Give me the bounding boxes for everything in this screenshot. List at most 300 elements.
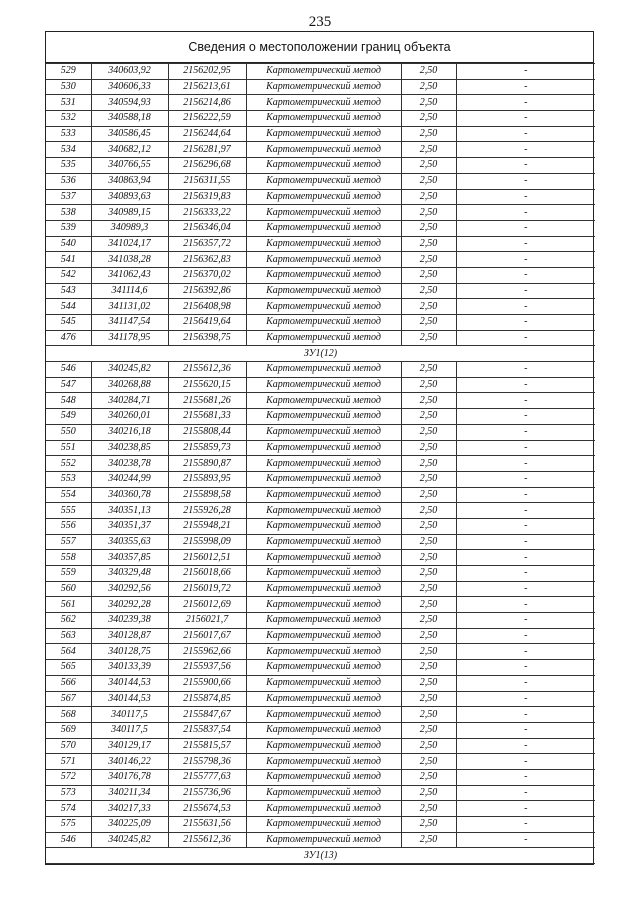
- method-cell: Картометрический метод: [246, 581, 401, 597]
- method-cell: Картометрический метод: [246, 518, 401, 534]
- table-row: [46, 707, 595, 723]
- table-row: [46, 471, 595, 487]
- method-cell: Картометрический метод: [246, 362, 401, 378]
- method-cell: Картометрический метод: [246, 550, 401, 566]
- y-coordinate-cell: 2156012,69: [168, 597, 246, 613]
- x-coordinate-cell: 340146,22: [91, 754, 168, 770]
- y-coordinate-cell: 2155998,09: [168, 534, 246, 550]
- y-coordinate-cell: 2155631,56: [168, 817, 246, 833]
- accuracy-cell: 2,50: [401, 393, 456, 409]
- y-coordinate-cell: 2156222,59: [168, 111, 246, 127]
- description-cell: -: [456, 362, 595, 378]
- x-coordinate-cell: 340586,45: [91, 126, 168, 142]
- description-cell: -: [456, 707, 595, 723]
- x-coordinate-cell: 340682,12: [91, 142, 168, 158]
- description-cell: -: [456, 205, 595, 221]
- description-cell: -: [456, 456, 595, 472]
- table-row: [46, 299, 595, 315]
- description-cell: -: [456, 801, 595, 817]
- point-number-cell: 566: [46, 675, 91, 691]
- description-cell: -: [456, 518, 595, 534]
- description-cell: -: [456, 158, 595, 174]
- accuracy-cell: 2,50: [401, 362, 456, 378]
- y-coordinate-cell: 2155948,21: [168, 518, 246, 534]
- table-row: [46, 550, 595, 566]
- x-coordinate-cell: 340989,15: [91, 205, 168, 221]
- x-coordinate-cell: 341062,43: [91, 267, 168, 283]
- accuracy-cell: 2,50: [401, 707, 456, 723]
- y-coordinate-cell: 2155890,87: [168, 456, 246, 472]
- x-coordinate-cell: 340292,28: [91, 597, 168, 613]
- method-cell: Картометрический метод: [246, 158, 401, 174]
- x-coordinate-cell: 340606,33: [91, 79, 168, 95]
- description-cell: -: [456, 142, 595, 158]
- point-number-cell: 551: [46, 440, 91, 456]
- table-row: [46, 236, 595, 252]
- y-coordinate-cell: 2156319,83: [168, 189, 246, 205]
- description-cell: -: [456, 534, 595, 550]
- point-number-cell: 535: [46, 158, 91, 174]
- method-cell: Картометрический метод: [246, 738, 401, 754]
- point-number-cell: 568: [46, 707, 91, 723]
- description-cell: -: [456, 393, 595, 409]
- description-cell: -: [456, 95, 595, 111]
- method-cell: Картометрический метод: [246, 675, 401, 691]
- x-coordinate-cell: 340225,09: [91, 817, 168, 833]
- method-cell: Картометрический метод: [246, 628, 401, 644]
- point-number-cell: 544: [46, 299, 91, 315]
- description-cell: -: [456, 377, 595, 393]
- x-coordinate-cell: 340989,3: [91, 220, 168, 236]
- description-cell: -: [456, 675, 595, 691]
- section-label: ЗУ1(12): [46, 346, 595, 362]
- y-coordinate-cell: 2155898,58: [168, 487, 246, 503]
- method-cell: Картометрический метод: [246, 832, 401, 848]
- method-cell: Картометрический метод: [246, 503, 401, 519]
- table-row: [46, 769, 595, 785]
- x-coordinate-cell: 340117,5: [91, 722, 168, 738]
- x-coordinate-cell: 340355,63: [91, 534, 168, 550]
- description-cell: -: [456, 173, 595, 189]
- point-number-cell: 531: [46, 95, 91, 111]
- point-number-cell: 565: [46, 660, 91, 676]
- description-cell: -: [456, 220, 595, 236]
- description-cell: -: [456, 597, 595, 613]
- point-number-cell: 557: [46, 534, 91, 550]
- description-cell: -: [456, 111, 595, 127]
- description-cell: -: [456, 283, 595, 299]
- y-coordinate-cell: 2156021,7: [168, 613, 246, 629]
- method-cell: Картометрический метод: [246, 456, 401, 472]
- point-number-cell: 540: [46, 236, 91, 252]
- accuracy-cell: 2,50: [401, 189, 456, 205]
- table-row: [46, 691, 595, 707]
- point-number-cell: 561: [46, 597, 91, 613]
- table-row: [46, 628, 595, 644]
- table-row: [46, 205, 595, 221]
- x-coordinate-cell: 340357,85: [91, 550, 168, 566]
- accuracy-cell: 2,50: [401, 487, 456, 503]
- x-coordinate-cell: 340176,78: [91, 769, 168, 785]
- accuracy-cell: 2,50: [401, 613, 456, 629]
- description-cell: -: [456, 126, 595, 142]
- point-number-cell: 536: [46, 173, 91, 189]
- x-coordinate-cell: 340588,18: [91, 111, 168, 127]
- accuracy-cell: 2,50: [401, 252, 456, 268]
- y-coordinate-cell: 2156311,55: [168, 173, 246, 189]
- description-cell: -: [456, 754, 595, 770]
- description-cell: -: [456, 189, 595, 205]
- accuracy-cell: 2,50: [401, 299, 456, 315]
- method-cell: Картометрический метод: [246, 817, 401, 833]
- x-coordinate-cell: 340129,17: [91, 738, 168, 754]
- point-number-cell: 545: [46, 315, 91, 331]
- point-number-cell: 575: [46, 817, 91, 833]
- table-row: [46, 111, 595, 127]
- description-cell: -: [456, 769, 595, 785]
- table-row: [46, 518, 595, 534]
- y-coordinate-cell: 2155926,28: [168, 503, 246, 519]
- y-coordinate-cell: 2156362,83: [168, 252, 246, 268]
- accuracy-cell: 2,50: [401, 660, 456, 676]
- description-cell: -: [456, 299, 595, 315]
- y-coordinate-cell: 2155837,54: [168, 722, 246, 738]
- x-coordinate-cell: 340766,55: [91, 158, 168, 174]
- accuracy-cell: 2,50: [401, 283, 456, 299]
- x-coordinate-cell: 340238,85: [91, 440, 168, 456]
- table-row: [46, 64, 595, 80]
- y-coordinate-cell: 2156244,64: [168, 126, 246, 142]
- table-row: [46, 267, 595, 283]
- point-number-cell: 552: [46, 456, 91, 472]
- description-cell: -: [456, 817, 595, 833]
- y-coordinate-cell: 2156296,68: [168, 158, 246, 174]
- accuracy-cell: 2,50: [401, 769, 456, 785]
- method-cell: Картометрический метод: [246, 722, 401, 738]
- table-row: [46, 189, 595, 205]
- table-row: [46, 503, 595, 519]
- x-coordinate-cell: 340244,99: [91, 471, 168, 487]
- method-cell: Картометрический метод: [246, 173, 401, 189]
- accuracy-cell: 2,50: [401, 79, 456, 95]
- description-cell: -: [456, 79, 595, 95]
- point-number-cell: 539: [46, 220, 91, 236]
- y-coordinate-cell: 2155900,66: [168, 675, 246, 691]
- description-cell: -: [456, 644, 595, 660]
- accuracy-cell: 2,50: [401, 158, 456, 174]
- table-row: [46, 534, 595, 550]
- y-coordinate-cell: 2156346,04: [168, 220, 246, 236]
- accuracy-cell: 2,50: [401, 111, 456, 127]
- method-cell: Картометрический метод: [246, 660, 401, 676]
- table-row: [46, 409, 595, 425]
- description-cell: -: [456, 409, 595, 425]
- accuracy-cell: 2,50: [401, 173, 456, 189]
- point-number-cell: 546: [46, 832, 91, 848]
- table-row: [46, 315, 595, 331]
- point-number-cell: 555: [46, 503, 91, 519]
- table-row: [46, 440, 595, 456]
- x-coordinate-cell: 340245,82: [91, 362, 168, 378]
- accuracy-cell: 2,50: [401, 330, 456, 346]
- x-coordinate-cell: 340238,78: [91, 456, 168, 472]
- point-number-cell: 558: [46, 550, 91, 566]
- method-cell: Картометрический метод: [246, 205, 401, 221]
- description-cell: -: [456, 503, 595, 519]
- accuracy-cell: 2,50: [401, 205, 456, 221]
- point-number-cell: 570: [46, 738, 91, 754]
- method-cell: Картометрический метод: [246, 471, 401, 487]
- accuracy-cell: 2,50: [401, 315, 456, 331]
- x-coordinate-cell: 340292,56: [91, 581, 168, 597]
- point-number-cell: 532: [46, 111, 91, 127]
- method-cell: Картометрический метод: [246, 236, 401, 252]
- table-row: [46, 722, 595, 738]
- table-row: [46, 597, 595, 613]
- table-row: [46, 738, 595, 754]
- table-row: [46, 581, 595, 597]
- accuracy-cell: 2,50: [401, 424, 456, 440]
- accuracy-cell: 2,50: [401, 817, 456, 833]
- accuracy-cell: 2,50: [401, 597, 456, 613]
- y-coordinate-cell: 2155681,33: [168, 409, 246, 425]
- x-coordinate-cell: 340260,01: [91, 409, 168, 425]
- point-number-cell: 537: [46, 189, 91, 205]
- method-cell: Картометрический метод: [246, 566, 401, 582]
- description-cell: -: [456, 660, 595, 676]
- accuracy-cell: 2,50: [401, 471, 456, 487]
- accuracy-cell: 2,50: [401, 503, 456, 519]
- page-number: 235: [308, 14, 332, 30]
- y-coordinate-cell: 2156392,86: [168, 283, 246, 299]
- y-coordinate-cell: 2155847,67: [168, 707, 246, 723]
- point-number-cell: 569: [46, 722, 91, 738]
- y-coordinate-cell: 2155612,36: [168, 362, 246, 378]
- table-row: [46, 785, 595, 801]
- y-coordinate-cell: 2156281,97: [168, 142, 246, 158]
- table-row: [46, 393, 595, 409]
- x-coordinate-cell: 340594,93: [91, 95, 168, 111]
- point-number-cell: 574: [46, 801, 91, 817]
- x-coordinate-cell: 341038,28: [91, 252, 168, 268]
- accuracy-cell: 2,50: [401, 801, 456, 817]
- table-row: [46, 220, 595, 236]
- x-coordinate-cell: 341147,54: [91, 315, 168, 331]
- accuracy-cell: 2,50: [401, 691, 456, 707]
- accuracy-cell: 2,50: [401, 722, 456, 738]
- y-coordinate-cell: 2156019,72: [168, 581, 246, 597]
- y-coordinate-cell: 2155674,53: [168, 801, 246, 817]
- y-coordinate-cell: 2155612,36: [168, 832, 246, 848]
- method-cell: Картометрический метод: [246, 424, 401, 440]
- method-cell: Картометрический метод: [246, 283, 401, 299]
- accuracy-cell: 2,50: [401, 738, 456, 754]
- y-coordinate-cell: 2156214,86: [168, 95, 246, 111]
- y-coordinate-cell: 2155815,57: [168, 738, 246, 754]
- x-coordinate-cell: 340351,13: [91, 503, 168, 519]
- section-label: ЗУ1(13): [46, 848, 595, 864]
- point-number-cell: 529: [46, 64, 91, 80]
- point-number-cell: 563: [46, 628, 91, 644]
- point-number-cell: 546: [46, 362, 91, 378]
- point-number-cell: 533: [46, 126, 91, 142]
- y-coordinate-cell: 2156333,22: [168, 205, 246, 221]
- table-row: [46, 801, 595, 817]
- accuracy-cell: 2,50: [401, 236, 456, 252]
- x-coordinate-cell: 340360,78: [91, 487, 168, 503]
- point-number-cell: 572: [46, 769, 91, 785]
- method-cell: Картометрический метод: [246, 267, 401, 283]
- method-cell: Картометрический метод: [246, 252, 401, 268]
- description-cell: -: [456, 722, 595, 738]
- description-cell: -: [456, 581, 595, 597]
- table-title: Сведения о местоположении границ объекта: [46, 32, 593, 63]
- x-coordinate-cell: 341114,6: [91, 283, 168, 299]
- accuracy-cell: 2,50: [401, 95, 456, 111]
- y-coordinate-cell: 2155808,44: [168, 424, 246, 440]
- accuracy-cell: 2,50: [401, 675, 456, 691]
- point-number-cell: 562: [46, 613, 91, 629]
- table-row: [46, 283, 595, 299]
- x-coordinate-cell: 341178,95: [91, 330, 168, 346]
- x-coordinate-cell: 340211,34: [91, 785, 168, 801]
- description-cell: -: [456, 487, 595, 503]
- table-row: [46, 754, 595, 770]
- table-row: [46, 142, 595, 158]
- description-cell: -: [456, 440, 595, 456]
- y-coordinate-cell: 2156017,67: [168, 628, 246, 644]
- table-row: [46, 95, 595, 111]
- method-cell: Картометрический метод: [246, 644, 401, 660]
- method-cell: Картометрический метод: [246, 111, 401, 127]
- description-cell: -: [456, 785, 595, 801]
- method-cell: Картометрический метод: [246, 691, 401, 707]
- y-coordinate-cell: 2155736,96: [168, 785, 246, 801]
- y-coordinate-cell: 2155874,85: [168, 691, 246, 707]
- x-coordinate-cell: 340128,87: [91, 628, 168, 644]
- method-cell: Картометрический метод: [246, 440, 401, 456]
- accuracy-cell: 2,50: [401, 566, 456, 582]
- y-coordinate-cell: 2155962,66: [168, 644, 246, 660]
- x-coordinate-cell: 341131,02: [91, 299, 168, 315]
- accuracy-cell: 2,50: [401, 142, 456, 158]
- description-cell: -: [456, 691, 595, 707]
- table-row: [46, 424, 595, 440]
- y-coordinate-cell: 2155893,95: [168, 471, 246, 487]
- method-cell: Картометрический метод: [246, 707, 401, 723]
- description-cell: -: [456, 252, 595, 268]
- point-number-cell: 560: [46, 581, 91, 597]
- boundary-table-sheet: [45, 31, 594, 865]
- accuracy-cell: 2,50: [401, 440, 456, 456]
- method-cell: Картометрический метод: [246, 64, 401, 80]
- accuracy-cell: 2,50: [401, 754, 456, 770]
- accuracy-cell: 2,50: [401, 409, 456, 425]
- table-row: [46, 252, 595, 268]
- table-row: [46, 644, 595, 660]
- y-coordinate-cell: 2156357,72: [168, 236, 246, 252]
- table-row: [46, 377, 595, 393]
- point-number-cell: 554: [46, 487, 91, 503]
- table-row: [46, 613, 595, 629]
- y-coordinate-cell: 2156370,02: [168, 267, 246, 283]
- point-number-cell: 571: [46, 754, 91, 770]
- accuracy-cell: 2,50: [401, 550, 456, 566]
- section-row: [46, 848, 595, 864]
- method-cell: Картометрический метод: [246, 785, 401, 801]
- point-number-cell: 476: [46, 330, 91, 346]
- description-cell: -: [456, 613, 595, 629]
- x-coordinate-cell: 340603,92: [91, 64, 168, 80]
- method-cell: Картометрический метод: [246, 79, 401, 95]
- y-coordinate-cell: 2156018,66: [168, 566, 246, 582]
- point-number-cell: 541: [46, 252, 91, 268]
- description-cell: -: [456, 267, 595, 283]
- description-cell: -: [456, 64, 595, 80]
- method-cell: Картометрический метод: [246, 189, 401, 205]
- point-number-cell: 547: [46, 377, 91, 393]
- table-row: [46, 566, 595, 582]
- accuracy-cell: 2,50: [401, 644, 456, 660]
- method-cell: Картометрический метод: [246, 534, 401, 550]
- point-number-cell: 567: [46, 691, 91, 707]
- x-coordinate-cell: 340245,82: [91, 832, 168, 848]
- point-number-cell: 542: [46, 267, 91, 283]
- method-cell: Картометрический метод: [246, 613, 401, 629]
- accuracy-cell: 2,50: [401, 64, 456, 80]
- x-coordinate-cell: 340217,33: [91, 801, 168, 817]
- method-cell: Картометрический метод: [246, 801, 401, 817]
- accuracy-cell: 2,50: [401, 785, 456, 801]
- y-coordinate-cell: 2155798,36: [168, 754, 246, 770]
- description-cell: -: [456, 832, 595, 848]
- point-number-cell: 573: [46, 785, 91, 801]
- description-cell: -: [456, 738, 595, 754]
- method-cell: Картометрический метод: [246, 299, 401, 315]
- description-cell: -: [456, 236, 595, 252]
- method-cell: Картометрический метод: [246, 315, 401, 331]
- point-number-cell: 543: [46, 283, 91, 299]
- method-cell: Картометрический метод: [246, 126, 401, 142]
- section-row: [46, 346, 595, 362]
- y-coordinate-cell: 2156398,75: [168, 330, 246, 346]
- coordinates-table: [46, 63, 595, 864]
- table-row: [46, 456, 595, 472]
- x-coordinate-cell: 340239,38: [91, 613, 168, 629]
- accuracy-cell: 2,50: [401, 581, 456, 597]
- x-coordinate-cell: 340268,88: [91, 377, 168, 393]
- table-row: [46, 832, 595, 848]
- accuracy-cell: 2,50: [401, 267, 456, 283]
- x-coordinate-cell: 340216,18: [91, 424, 168, 440]
- method-cell: Картометрический метод: [246, 393, 401, 409]
- method-cell: Картометрический метод: [246, 754, 401, 770]
- description-cell: -: [456, 566, 595, 582]
- point-number-cell: 549: [46, 409, 91, 425]
- description-cell: -: [456, 330, 595, 346]
- description-cell: -: [456, 628, 595, 644]
- y-coordinate-cell: 2155777,63: [168, 769, 246, 785]
- table-row: [46, 158, 595, 174]
- x-coordinate-cell: 340144,53: [91, 675, 168, 691]
- accuracy-cell: 2,50: [401, 628, 456, 644]
- point-number-cell: 564: [46, 644, 91, 660]
- table-row: [46, 675, 595, 691]
- point-number-cell: 538: [46, 205, 91, 221]
- description-cell: -: [456, 471, 595, 487]
- x-coordinate-cell: 340351,37: [91, 518, 168, 534]
- accuracy-cell: 2,50: [401, 220, 456, 236]
